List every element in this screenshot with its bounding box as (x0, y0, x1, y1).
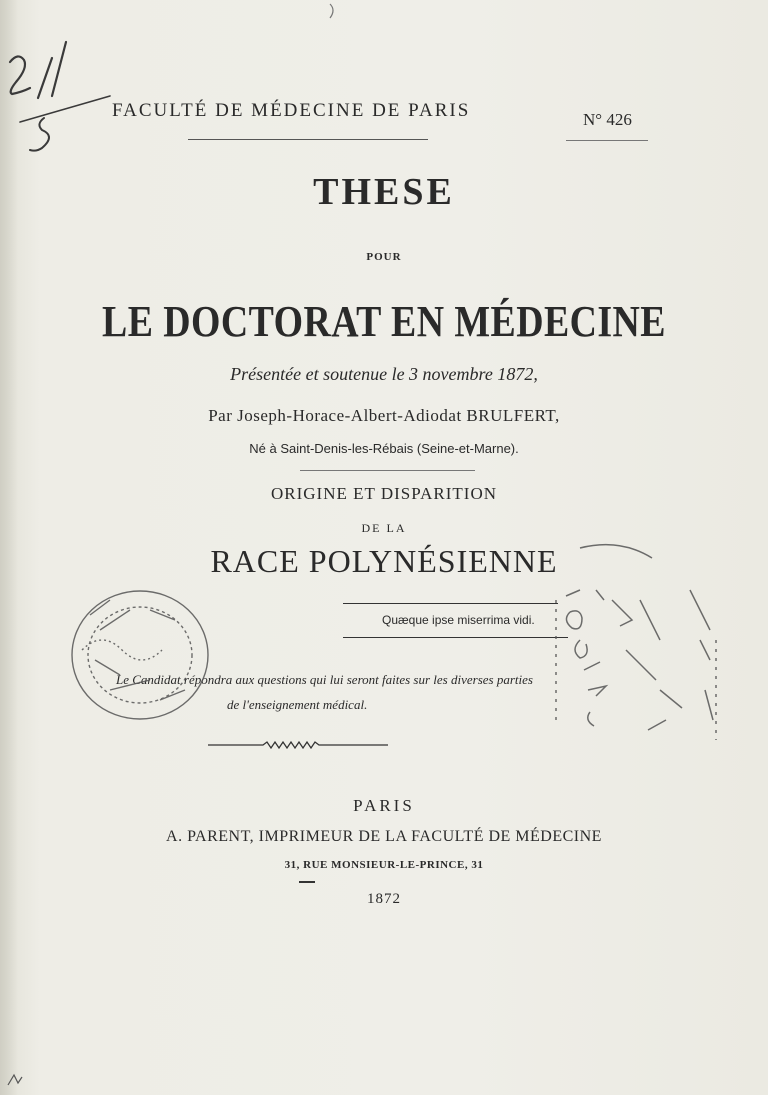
degree-title: LE DOCTORAT EN MÉDECINE (102, 297, 666, 346)
imprint-printer: A. PARENT, IMPRIMEUR DE LA FACULTÉ DE MÉDECINE (166, 828, 602, 845)
corner-mark (8, 1075, 22, 1085)
presentation-date: Présentée et soutenue le 3 novembre 1872, (230, 364, 538, 384)
handwritten-shelfmark (10, 42, 110, 151)
author-line: Par Joseph-Horace-Albert-Adiodat BRULFERT, (208, 406, 560, 425)
birthplace-line: Né à Saint-Denis-les-Rébais (Seine-et-Marne). (249, 441, 519, 456)
subject-line-3: RACE POLYNÉSIENNE (210, 543, 558, 579)
library-stamp-right (556, 545, 716, 740)
epigraph: Quæque ipse miserrima vidi. (382, 613, 535, 627)
thesis-title: THESE (313, 171, 455, 213)
candidate-note-line-1: Le Candidat répondra aux questions qui lui seront faites sur les diverses parties (116, 672, 533, 687)
pour-label: POUR (366, 251, 402, 263)
imprint-year: 1872 (367, 891, 401, 907)
imprint-address: 31, RUE MONSIEUR-LE-PRINCE, 31 (284, 859, 484, 871)
imprint-city: PARIS (353, 796, 415, 815)
library-stamp-left (72, 591, 208, 719)
subject-line-2: DE LA (361, 521, 407, 535)
faculty-heading: FACULTÉ DE MÉDECINE DE PARIS (112, 100, 471, 121)
subject-line-1: ORIGINE ET DISPARITION (271, 484, 497, 503)
candidate-note-line-2: de l'enseignement médical. (227, 697, 368, 712)
thesis-number: N° 426 (583, 110, 632, 129)
